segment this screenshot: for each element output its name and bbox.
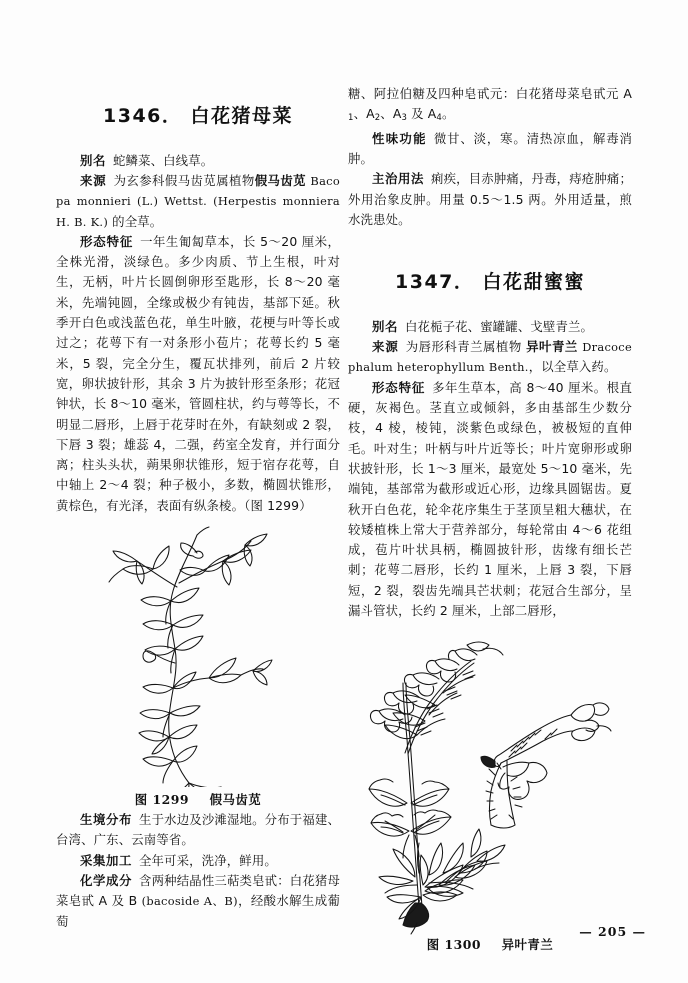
- section-label-chemistry: 化学成分: [80, 872, 133, 888]
- section-text-alias-1347: 白花栀子花、蜜罐罐、戈壁青兰。: [404, 318, 594, 334]
- section-morphology-1346: [56, 232, 340, 516]
- section-text-source-1347: 为唇形科青兰属植物 异叶青兰 Dracocephalum heterophyllum Benth.，以全草入药。: [348, 339, 633, 375]
- section-label-collection: 采集加工: [80, 852, 132, 868]
- figure-caption-number: 图 1299: [134, 792, 189, 808]
- section-chemistry-1346: [56, 871, 340, 932]
- section-morphology-1347: [348, 378, 632, 622]
- section-text-indications: 痢疾，目赤肿痛，丹毒，痔疮肿痛；外用治象皮肿。用量 0.5～1.5 两。外用适量，煎水洗患处。: [348, 171, 632, 227]
- page-number: — 205 —: [579, 924, 646, 939]
- section-label-alias-1347: 别名: [372, 318, 398, 334]
- section-label-habitat: 生境分布: [80, 812, 133, 828]
- section-text-chemistry-cont: 糖、阿拉伯糖及四种皂甙元：白花猪母菜皂甙元 $A_1$、$A_2$、$A_3$ 及 $A_4$。: [348, 86, 632, 124]
- section-label-source-1347: 来源: [372, 339, 399, 355]
- section-text-morphology: 一年生匍匐草本，长 5～20 厘米，全株光滑，淡绿色。多少肉质、节上生根，叶对生，无柄，叶片长圆倒卵形至匙形，长 8～20 毫米，先端钝圆，全缘或极少有钝齿，基部下延。秋季开白色或浅蓝色花，单生叶腋，花梗与叶等长或过之；花萼下有一对条形小苞片；花萼长约 5 毫米，5 裂，完全分生，覆瓦状排列，前后 2 片较宽，卵状披针形，其余 3 片为披针形至条形；花冠钟状，长 8～10 毫米，管圆柱状，约与萼等长，不明显二唇形，上唇于花芽时在外，有缺刻或 2 裂，下唇 3 裂；雄蕊 4，二强，药室全发育，并行面分离；柱头头状，蒴果卵状锥形，短于宿存花萼，自中轴上 2～4 裂；种子极小，多数，椭圆状锥形，黄棕色，有光泽，表面有纵条棱。（图 1299）: [56, 233, 340, 513]
- left-column: [56, 0, 340, 932]
- section-alias-1346: [56, 151, 340, 171]
- section-text-collection: 全年可采，洗净，鲜用。: [138, 852, 277, 868]
- figure-1299-illustration: [93, 525, 303, 787]
- section-label-alias: 别名: [80, 152, 106, 168]
- section-text-habitat: 生于水边及沙滩湿地。分布于福建、台湾、广东、云南等省。: [56, 812, 340, 848]
- section-habitat-1346: [56, 810, 340, 851]
- figure-caption-1299: [56, 790, 340, 808]
- figure-caption-name: 假马齿苋: [209, 792, 262, 808]
- figure-1300: [348, 635, 632, 935]
- section-chemistry-1346-cont: [348, 84, 632, 129]
- section-collection-1346: [56, 851, 340, 871]
- section-properties-1346: [348, 129, 632, 170]
- section-text-source: 为玄参科假马齿苋属植物假马齿苋 Bacopa monnieri (L.) Wettst. (Herpestis monniera H. B. K.) 的全草。: [56, 172, 341, 229]
- right-column: [348, 0, 632, 953]
- section-text-chemistry: 含两种结晶性三萜类皂甙：白花猪母菜皂甙 A 及 B (bacoside A、B)，经酸水解生成葡萄: [56, 872, 341, 929]
- section-label-source: 来源: [80, 172, 107, 188]
- section-indications-1346: [348, 169, 632, 230]
- section-label-properties: 性味功能: [372, 130, 427, 146]
- section-source-1346: [56, 171, 340, 232]
- section-label-indications: 主治用法: [372, 171, 425, 187]
- section-alias-1347: [348, 317, 632, 337]
- section-source-1347: [348, 337, 632, 378]
- section-text-morphology-1347: 多年生草本，高 8～40 厘米。根直硬，灰褐色。茎直立或倾斜，多由基部生少数分枝，4 棱，棱钝，淡紫色或绿色，被极短的直伸毛。叶对生；叶柄与叶片近等长；叶片宽卵形或卵状披针形，长 1～3 厘米，最宽处 5～10 毫米，先端钝，基部常为截形或近心形，边缘具圆锯齿。夏秋开白色花，轮伞花序集生于茎顶呈粗大穗状，在较矮植株上常大于营养部分，每轮常由 4～6 花组成，苞片叶状具柄，椭圆披针形，齿缘有细长芒刺；花萼二唇形，长约 1 厘米，上唇 3 裂，下唇短，2 裂，裂齿先端具芒状刺；花冠合生部分，呈漏斗管状，长约 2 厘米，上部二唇形，: [348, 379, 632, 619]
- section-label-morphology: 形态特征: [80, 233, 134, 249]
- section-label-morphology-1347: 形态特征: [372, 379, 426, 395]
- entry-title-1346: 1346． 白花猪母菜: [103, 105, 293, 127]
- entry-title-1347: 1347． 白花甜蜜蜜: [395, 271, 585, 294]
- figure-caption-number-1300: 图 1300: [426, 937, 481, 953]
- figure-1300-illustration: [359, 635, 621, 935]
- section-text-properties: 微甘、淡，寒。清热凉血，解毒消肿。: [348, 130, 633, 167]
- section-text-alias: 蛇鳞菜、白线草。: [112, 152, 214, 168]
- figure-1299: [56, 522, 340, 790]
- figure-caption-name-1300: 异叶青兰: [501, 937, 554, 953]
